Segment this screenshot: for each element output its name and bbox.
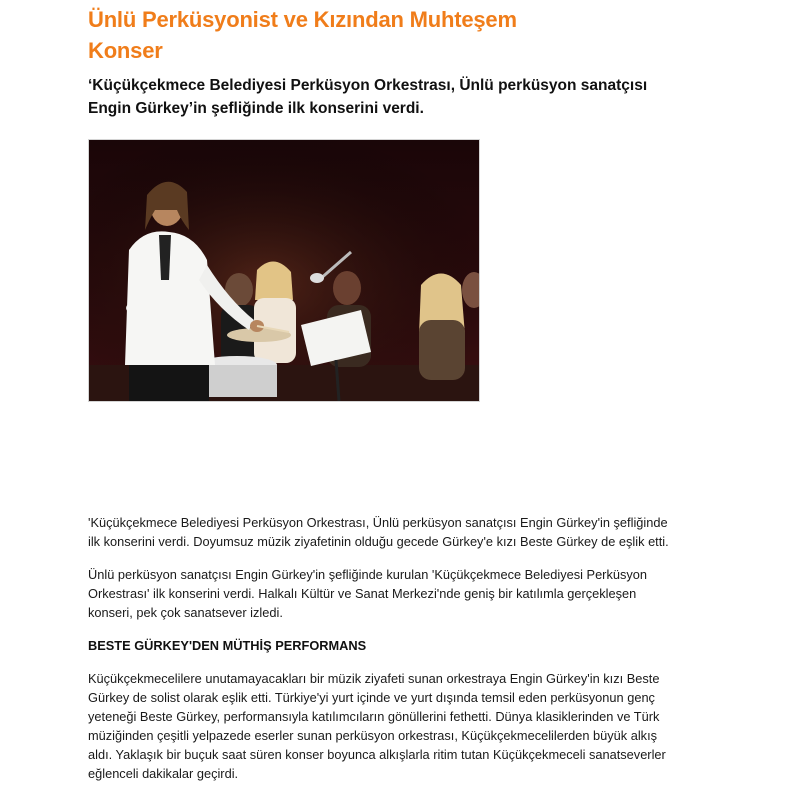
paragraph-line: 'Küçükçekmece Belediyesi Perküsyon Orkestrası, Ünlü perküsyon sanatçısı Engin Gürkey'in şefliğinde [88,515,668,530]
paragraph-line: Küçükçekmecelilere unutamayacakları bir müzik ziyafeti sunan orkestraya Engin Gürkey'in kızı Beste [88,671,660,686]
paragraph [88,513,728,551]
article-subtitle-line: ‘Küçükçekmece Belediyesi Perküsyon Orkestrası, Ünlü perküsyon sanatçısı [88,77,648,94]
section-heading: BESTE GÜRKEY'DEN MÜTHİŞ PERFORMANS [88,638,367,653]
paragraph-line: eğlenceli dakikalar geçirdi. [88,766,239,781]
paragraph-line: Orkestrası' ilk konserini verdi. Halkalı Kültür ve Sanat Merkezi'nde geniş bir katılımla gerçekleşen [88,586,637,601]
article-title-line: Ünlü Perküsyonist ve Kızından Muhteşem [88,7,517,32]
article-subtitle-line: Engin Gürkey’in şefliğinde ilk konserini verdi. [88,100,424,117]
concert-photo [88,139,480,402]
paragraph-line: müziğinden çeşitli yelpazede eserler sunan perküsyon orkestrası, Küçükçekmecelilerden büyük alkış [88,728,658,743]
paragraph [88,565,728,622]
paragraph [88,669,728,783]
paragraph-line: Ünlü perküsyon sanatçısı Engin Gürkey'in şefliğinde kurulan 'Küçükçekmece Belediyesi Perküsyon [88,567,647,582]
paragraph-line: konseri, pek çok sanatsever izledi. [88,605,283,620]
paragraph-line: aldı. Yaklaşık bir buçuk saat süren konser boyunca alkışlarla ritim tutan Küçükçekmeceli sanatseverler [88,747,666,762]
article-body [88,513,728,797]
paragraph-line: yeteneği Beste Gürkey, performansıyla katılımcıların gönüllerini fethetti. Dünya klasiklerinden ve Türk [88,709,660,724]
article-title [88,4,588,66]
paragraph-line: Gürkey de solist olarak eşlik etti. Türkiye'yi yurt içinde ve yurt dışında temsil eden perküsyonun genç [88,690,655,705]
paragraph-line: ilk konserini verdi. Doyumsuz müzik ziyafetinin olduğu gecede Gürkey'e kızı Beste Gürkey de eşlik etti. [88,534,669,549]
article-subtitle [88,74,648,120]
concert-photo-illustration [89,140,479,401]
article-title-line: Konser [88,38,163,63]
